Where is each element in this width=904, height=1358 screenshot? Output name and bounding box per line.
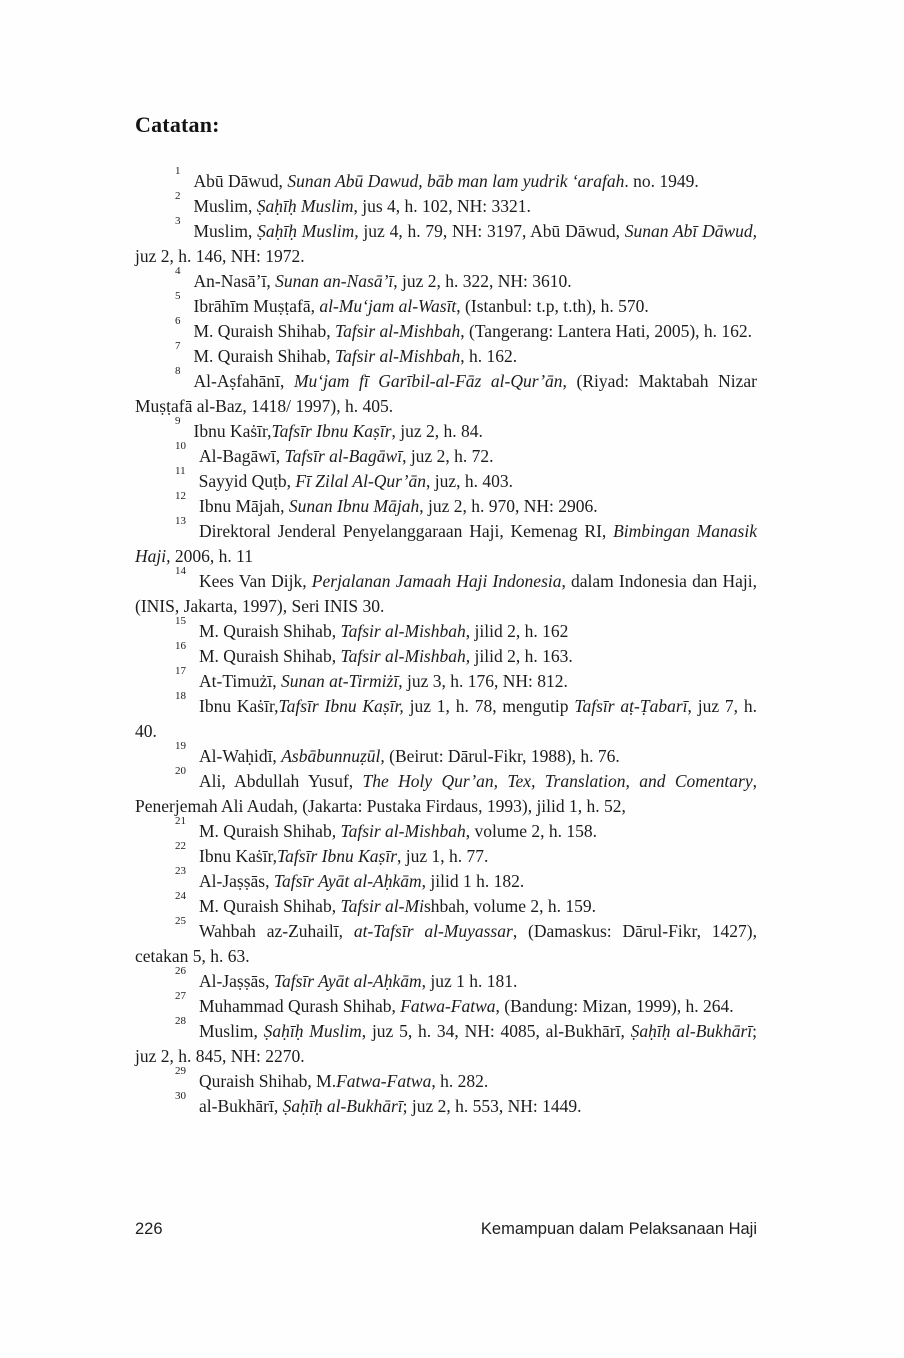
note-text: , juz 2, h. 84. xyxy=(391,421,483,441)
note-number: 19 xyxy=(175,740,186,753)
note-text: , jilid 1 h. 182. xyxy=(421,871,525,891)
note-number: 11 xyxy=(175,465,186,478)
note-title-italic: , Perjalanan Jamaah Haji Indonesia xyxy=(302,571,562,591)
note-text: Abū Dāwud, xyxy=(193,171,288,191)
note-text: Al-Bagāwī, xyxy=(199,446,285,466)
note-text: Muslim, xyxy=(193,221,258,241)
note-text: , jilid 2, h. 162 xyxy=(465,621,569,641)
note-title-italic: Ṣaḥīḥ Muslim xyxy=(263,1021,362,1041)
note-number: 1 xyxy=(175,165,181,178)
note-item xyxy=(135,665,757,694)
note-item xyxy=(135,965,757,994)
note-item xyxy=(135,215,758,269)
note-title-italic: al-Mu‘jam al-Wasīt xyxy=(319,296,457,316)
note-item xyxy=(135,490,757,519)
note-text: , h. 282. xyxy=(431,1071,489,1091)
note-title-italic: , Tafsir al-Mishbah xyxy=(331,821,466,841)
note-number: 29 xyxy=(175,1065,186,1078)
note-text: Al-Waḥidī, xyxy=(199,746,282,766)
note-title-italic: Tafsīr Ibnu Kaṣīr xyxy=(271,421,392,441)
note-item xyxy=(135,840,757,869)
note-title-italic: Fī Zilal Al-Qur’ān xyxy=(295,471,426,491)
note-number: 13 xyxy=(175,515,186,528)
note-number: 30 xyxy=(175,1090,186,1103)
note-item xyxy=(135,865,757,894)
note-item xyxy=(135,815,757,844)
note-item xyxy=(135,165,757,194)
note-title-italic: Tafsīr Ayāt al-Aḥkām xyxy=(273,871,422,891)
note-text: , juz 2, h. 72. xyxy=(402,446,494,466)
note-number: 27 xyxy=(175,990,186,1003)
note-text: (Beirut: Dārul-Fikr, 1988), h. 76. xyxy=(384,746,620,766)
note-number: 18 xyxy=(175,690,186,703)
page-content xyxy=(135,112,757,1119)
page-number: 226 xyxy=(135,1220,163,1238)
note-text: Sayyid Quṭb, xyxy=(198,471,296,491)
note-title-italic: Asbābunnuẓūl, xyxy=(281,746,385,766)
note-text: , juz 1, h. 77. xyxy=(397,846,489,866)
note-item xyxy=(135,765,757,819)
note-text: M. Quraish Shihab, xyxy=(193,321,335,341)
note-title-italic: Sunan an-Nasā’ī xyxy=(275,271,394,291)
note-text: , dalam Indonesia dan Haji, (INIS, Jakarta, 1997), Seri INIS 30. xyxy=(135,571,757,616)
note-title-italic: Sunan Ibnu Mājah xyxy=(288,496,420,516)
note-text: , jus 4, h. 102, NH: 3321. xyxy=(353,196,531,216)
note-number: 26 xyxy=(175,965,186,978)
note-text: Al-Aṣfahānī, xyxy=(193,371,294,391)
note-text: M. Quraish Shihab, xyxy=(199,621,341,641)
note-title-italic: Tafsir al-Mishbah xyxy=(340,621,466,641)
note-text: , juz 7, h. 40. xyxy=(135,696,757,741)
note-text: , Penerjemah Ali Audah, (Jakarta: Pustaka Firdaus, 1993), jilid 1, h. 52, xyxy=(135,771,757,816)
note-title-italic: Ṣaḥīḥ al-Bukhārī xyxy=(630,1021,753,1041)
note-title-italic: Tafsir al-Mishbah xyxy=(334,321,461,341)
note-item xyxy=(135,340,757,369)
note-text: . no. 1949. xyxy=(624,171,699,191)
note-number: 2 xyxy=(175,190,181,203)
note-text: M. Quraish Shihab xyxy=(199,821,332,841)
note-text: Muslim, xyxy=(193,196,257,216)
note-text: , juz 1 h. 181. xyxy=(421,971,518,991)
note-item xyxy=(135,440,757,469)
note-text: , h. 162. xyxy=(460,346,518,366)
note-number: 20 xyxy=(175,765,186,778)
note-text: Ali, Abdullah Yusuf, xyxy=(199,771,363,791)
note-item xyxy=(135,615,757,644)
note-number: 21 xyxy=(175,815,186,828)
note-title-italic: Tafsīr Ibnu Kaṣīr xyxy=(277,846,398,866)
note-title-italic: Tafsir al-Mi xyxy=(340,896,424,916)
note-number: 22 xyxy=(175,840,186,853)
note-number: 10 xyxy=(175,440,186,453)
note-item xyxy=(135,1090,757,1119)
note-item xyxy=(135,465,757,494)
note-text: At-Timużī, xyxy=(199,671,282,691)
running-title: Kemampuan dalam Pelaksanaan Haji xyxy=(480,1220,757,1238)
note-text: , (Damaskus: Dārul-Fikr, 1427), cetakan 5, h. 63. xyxy=(135,921,757,966)
note-text: , juz 2, h. 970, NH: 2906. xyxy=(419,496,598,516)
note-item xyxy=(135,640,757,669)
note-title-italic: Tafsīr Ibnu Kaṣīr, xyxy=(278,696,404,716)
note-item xyxy=(135,365,757,419)
note-text: shbah, volume 2, h. 159. xyxy=(423,896,597,916)
note-text: Direktoral Jenderal Penyelanggaraan Haji, Kemenag RI, xyxy=(199,521,614,541)
note-item xyxy=(135,290,757,319)
note-title-italic: Tafsir al-Mishbah, xyxy=(340,646,471,666)
note-title-italic: Tafsīr al-Bagāwī xyxy=(284,446,403,466)
note-text: , volume 2, h. 158. xyxy=(465,821,597,841)
note-text: M. Quraish Shihab, xyxy=(199,896,341,916)
note-text: 2006, h. 11 xyxy=(170,546,253,566)
note-text: , (Riyad: Maktabah Nizar Muṣṭafā al-Baz, 1418/ 1997), h. 405. xyxy=(135,371,757,416)
note-text: juz 2, h. 146, NH: 1972. xyxy=(135,246,305,266)
note-title-italic: Tafsir al-Mishbah xyxy=(334,346,461,366)
note-text: juz 4, h. 79, NH: 3197, Abū Dāwud, xyxy=(358,221,625,241)
note-item xyxy=(135,690,757,744)
note-text: , juz, h. 403. xyxy=(425,471,513,491)
note-text: M. Quraish Shihab, xyxy=(199,646,341,666)
note-item xyxy=(135,1015,757,1069)
note-item xyxy=(135,740,757,769)
note-item xyxy=(135,515,757,569)
note-text: al-Bukhārī, xyxy=(199,1096,283,1116)
note-number: 24 xyxy=(175,890,186,903)
note-text: Ibnu Kaṡīr, xyxy=(193,421,272,441)
note-title-italic: Sunan Abū Dawud, bāb man lam yudrik ‘arafah xyxy=(287,171,625,191)
note-number: 7 xyxy=(175,340,181,353)
note-title-italic: Tafsīr Ayāt al-Aḥkām xyxy=(273,971,422,991)
note-text: Al-Jaṣṣās, xyxy=(199,871,274,891)
note-title-italic: Sunan at-Tirmiżī xyxy=(281,671,399,691)
note-text: , (Bandung: Mizan, 1999), h. 264. xyxy=(495,996,734,1016)
note-item xyxy=(135,415,757,444)
note-text: Ibnu Kaṡīr, xyxy=(199,696,279,716)
note-title-italic: Sunan Abī Dāwud, xyxy=(624,221,758,241)
page-footer xyxy=(135,1220,757,1239)
note-item xyxy=(135,915,757,969)
note-text: , juz 5, h. 34, NH: 4085, al-Bukhārī, xyxy=(361,1021,631,1041)
note-text: , juz 3, h. 176, NH: 812. xyxy=(398,671,568,691)
note-text: , (Istanbul: t.p, t.th), h. 570. xyxy=(456,296,649,316)
note-number: 8 xyxy=(175,365,181,378)
note-number: 16 xyxy=(175,640,186,653)
note-item xyxy=(135,315,757,344)
note-text: ; juz 2, h. 553, NH: 1449. xyxy=(402,1096,582,1116)
note-text: Kees Van Dijk xyxy=(199,571,303,591)
note-title-italic: Tafsīr aṭ-Ṭabarī xyxy=(574,696,688,716)
note-text: , (Tangerang: Lantera Hati, 2005), h. 162. xyxy=(460,321,753,341)
note-title-italic: The Holy Qur’an, Tex, Translation, and Comentary xyxy=(362,771,753,791)
page-title: Catatan: xyxy=(135,112,220,137)
note-text: Quraish Shihab, M. xyxy=(199,1071,337,1091)
note-title-italic: Fatwa-Fatwa xyxy=(336,1071,432,1091)
note-text: Al-Jaṣṣās, xyxy=(199,971,274,991)
note-number: 6 xyxy=(175,315,181,328)
note-title-italic: Mu‘jam fī Garībil-al-Fāz al-Qur’ān xyxy=(293,371,563,391)
note-number: 3 xyxy=(175,215,181,228)
note-item xyxy=(135,1065,757,1094)
note-text: An-Nasā’ī, xyxy=(193,271,276,291)
note-item xyxy=(135,990,757,1019)
note-text: Ibnu Mājah, xyxy=(199,496,289,516)
note-item xyxy=(135,265,757,294)
note-text: Ibrāhīm Muṣṭafā, xyxy=(193,296,320,316)
note-number: 4 xyxy=(175,265,181,278)
note-text: , juz 2, h. 322, NH: 3610. xyxy=(393,271,572,291)
note-text: juz 1, h. 78, mengutip xyxy=(403,696,575,716)
note-number: 5 xyxy=(175,290,181,303)
note-title-italic: Ṣaḥīḥ al-Bukhārī xyxy=(282,1096,403,1116)
note-text: Muslim, xyxy=(199,1021,264,1041)
note-number: 15 xyxy=(175,615,186,628)
note-number: 17 xyxy=(175,665,186,678)
note-title-italic: Fatwa-Fatwa xyxy=(400,996,496,1016)
note-text: jilid 2, h. 163. xyxy=(470,646,573,666)
note-number: 28 xyxy=(175,1015,186,1028)
note-title-italic: Ṣaḥīḥ Muslim, xyxy=(257,221,359,241)
note-text: Ibnu Kaṡīr, xyxy=(199,846,278,866)
note-text: M. Quraish Shihab, xyxy=(193,346,335,366)
note-title-italic: Bimbingan Manasik Haji, xyxy=(135,521,757,566)
note-item xyxy=(135,890,757,919)
note-number: 14 xyxy=(175,565,186,578)
note-number: 9 xyxy=(175,415,181,428)
note-text: Wahbah az-Zuhailī, xyxy=(199,921,354,941)
note-title-italic: Ṣaḥīḥ Muslim xyxy=(256,196,354,216)
note-number: 23 xyxy=(175,865,186,878)
note-item xyxy=(135,565,757,619)
note-number: 25 xyxy=(175,915,186,928)
note-text: ; juz 2, h. 845, NH: 2270. xyxy=(135,1021,757,1066)
notes-list xyxy=(135,165,758,1119)
note-title-italic: at-Tafsīr al-Muyassar xyxy=(353,921,513,941)
note-number: 12 xyxy=(175,490,186,503)
note-item xyxy=(135,190,757,219)
note-text: Muhammad Qurash Shihab, xyxy=(199,996,401,1016)
